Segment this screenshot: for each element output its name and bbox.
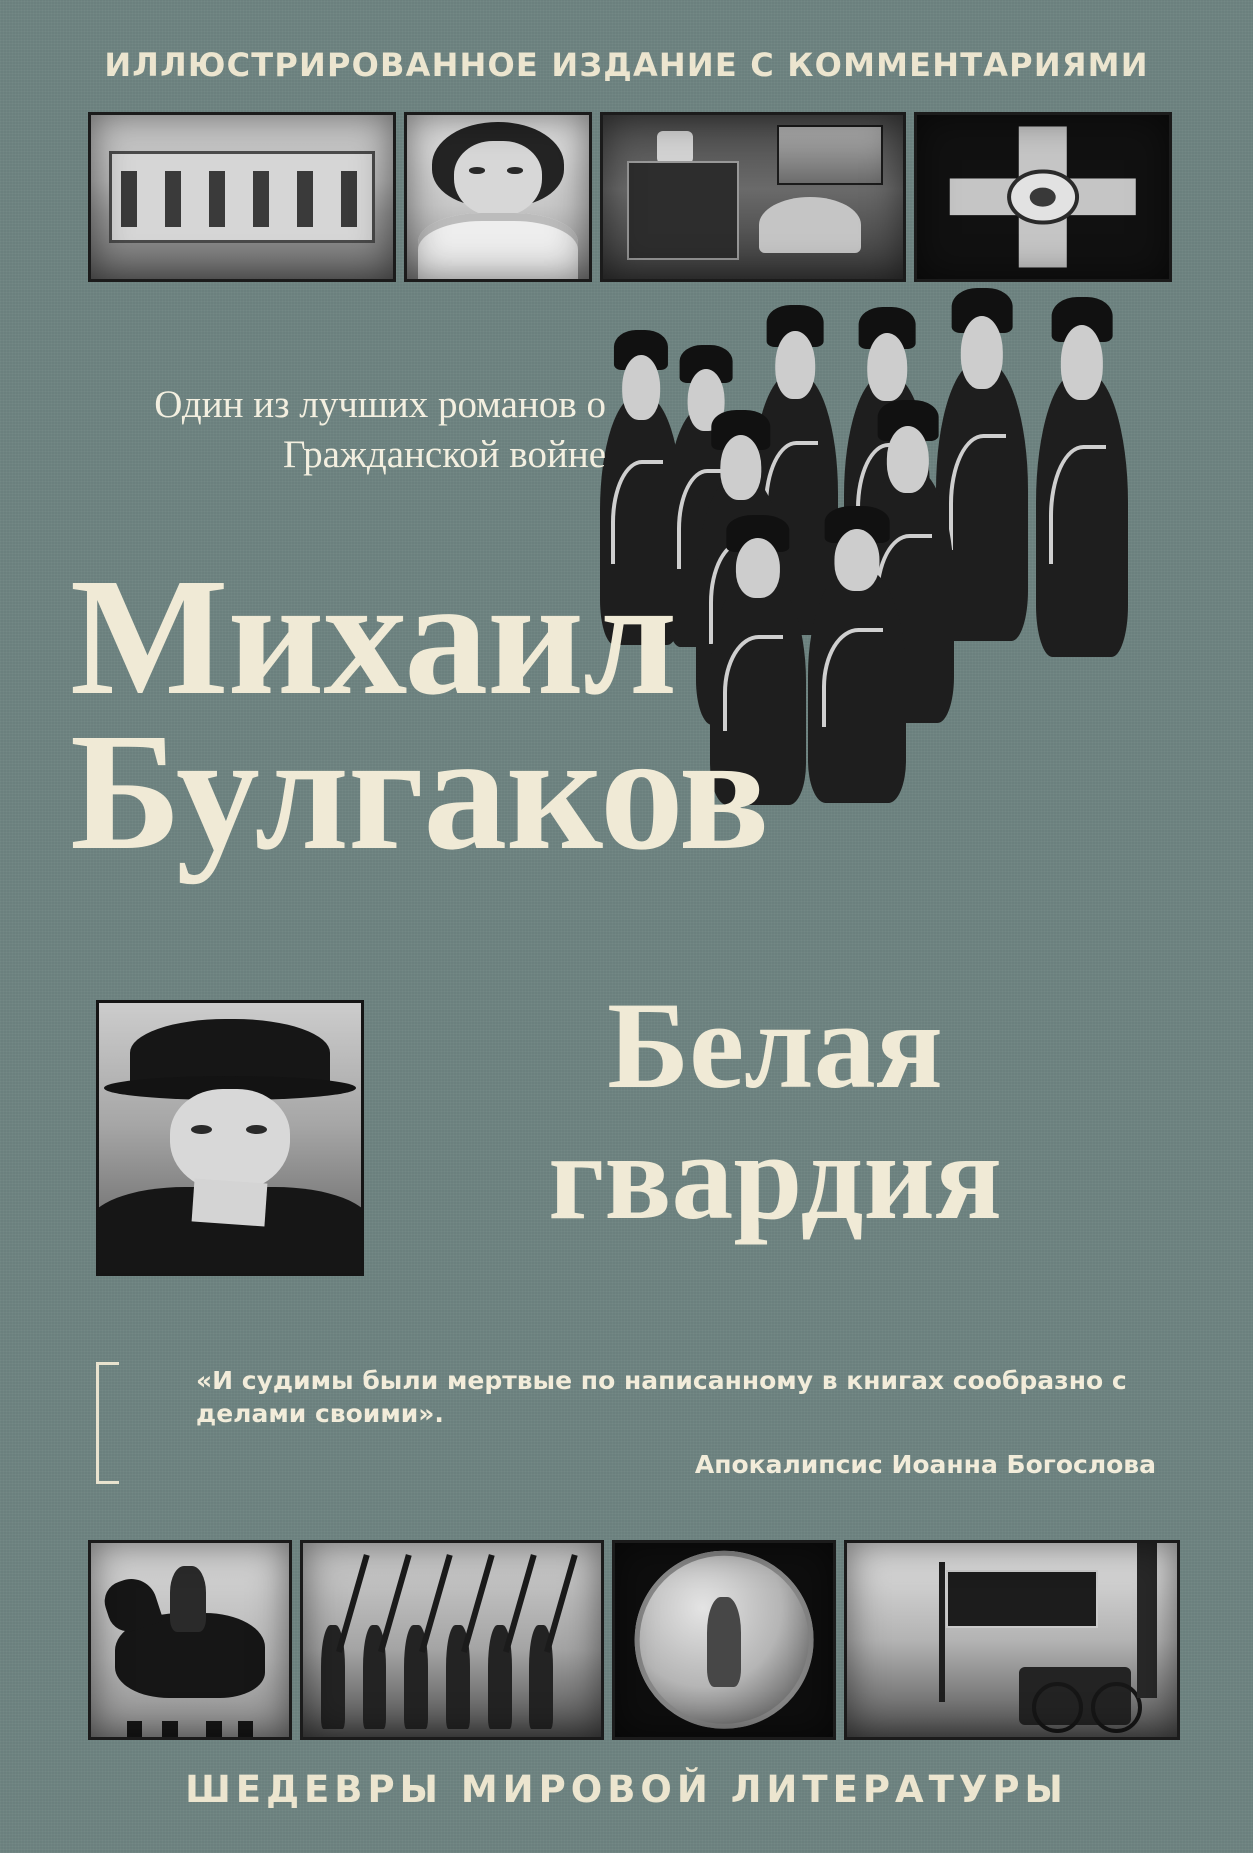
- photo-building: [88, 112, 396, 282]
- top-photo-strip: [88, 112, 1166, 282]
- photo-silver-coin: [612, 1540, 836, 1740]
- tagline: Один из лучших романов о Гражданской войне: [154, 383, 606, 476]
- author-name: [70, 544, 1190, 885]
- epigraph-source: Апокалипсис Иоанна Богослова: [694, 1450, 1156, 1479]
- author-name-line1: Михаил: [70, 544, 677, 730]
- epigraph-quote: «И судимы были мертвые по написанному в книгах сообразно с делами своими».: [196, 1366, 1127, 1428]
- epigraph-bracket: [96, 1362, 119, 1484]
- book-title-line1: Белая: [607, 977, 943, 1114]
- photo-red-banner-cart: [844, 1540, 1180, 1740]
- book-title-line2: гвардия: [548, 1108, 1002, 1246]
- author-name-line2: Булгаков: [70, 698, 769, 885]
- photo-equestrian-statue: [88, 1540, 292, 1740]
- epigraph-block: [96, 1362, 1166, 1484]
- photo-order-cross: [914, 112, 1172, 282]
- top-banner-text: ИЛЛЮСТРИРОВАННОЕ ИЗДАНИЕ С КОММЕНТАРИЯМИ: [104, 46, 1149, 84]
- book-title: [380, 977, 1170, 1246]
- photo-soldiers-march: [300, 1540, 604, 1740]
- photo-interior-room: [600, 112, 906, 282]
- photo-woman-portrait: [404, 112, 592, 282]
- bottom-photo-strip: [88, 1540, 1166, 1740]
- series-line: ШЕДЕВРЫ МИРОВОЙ ЛИТЕРАТУРЫ: [185, 1768, 1068, 1811]
- photo-author-bulgakov: [96, 1000, 364, 1276]
